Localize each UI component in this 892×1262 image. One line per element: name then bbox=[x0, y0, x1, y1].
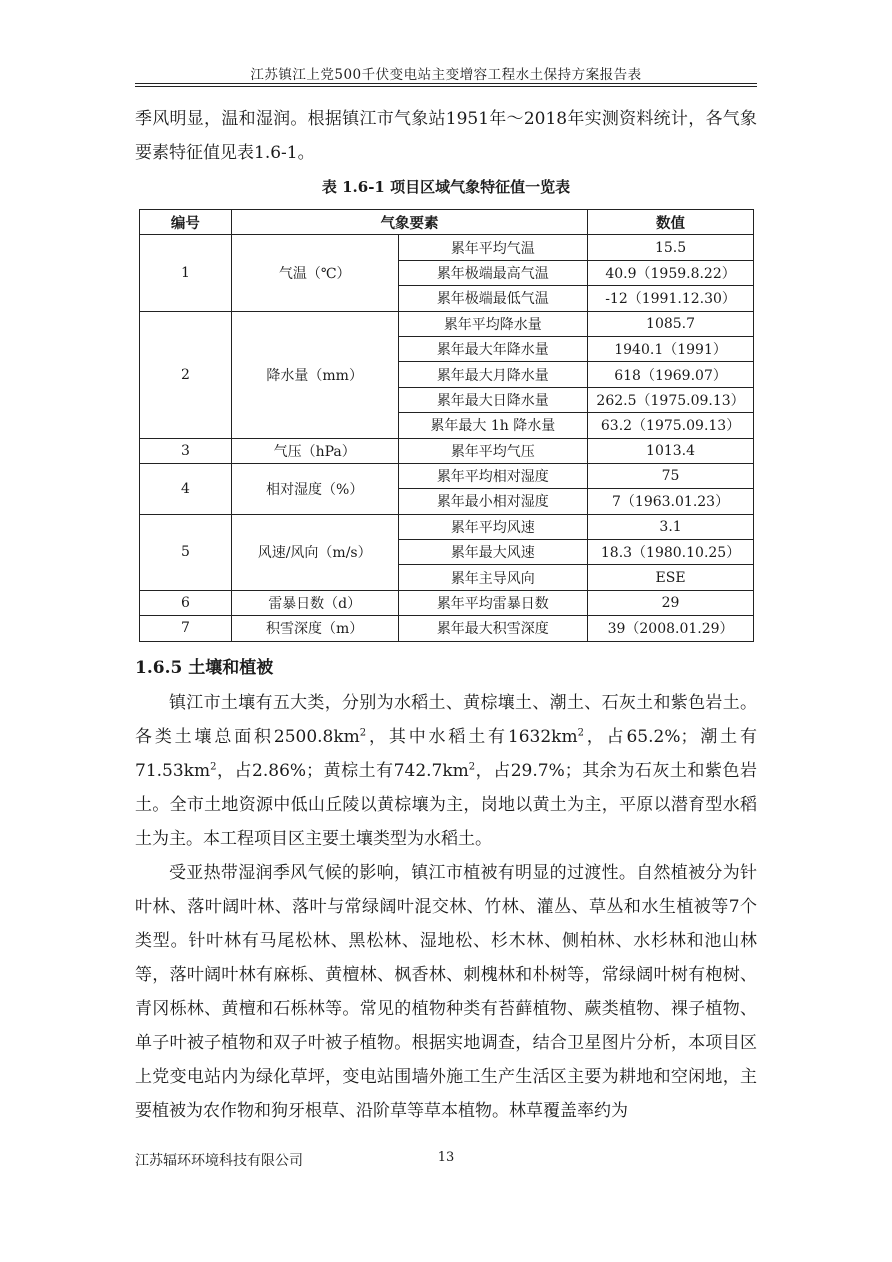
cell-value: 39（2008.01.29） bbox=[588, 616, 754, 641]
cell-value: 75 bbox=[588, 463, 754, 488]
table-row bbox=[140, 590, 754, 615]
soil-paragraph bbox=[135, 686, 757, 856]
superscript-2: 2 bbox=[577, 727, 584, 739]
header-rule bbox=[135, 83, 757, 84]
cell-element-item: 累年最大 1h 降水量 bbox=[398, 413, 588, 438]
cell-value: ESE bbox=[588, 565, 754, 590]
cell-element-item: 累年最大积雪深度 bbox=[398, 616, 588, 641]
footer-company: 江苏辐环环境科技有限公司 bbox=[135, 1153, 303, 1169]
soil-text-1: 镇江市土壤有五大类，分别为水稻土、黄棕壤土、潮土、石灰土和紫色岩土。各类土壤总面积2500.8km bbox=[135, 693, 757, 747]
cell-element-item: 累年极端最高气温 bbox=[398, 260, 588, 285]
cell-element-item: 累年平均相对湿度 bbox=[398, 463, 588, 488]
cell-value: 29 bbox=[588, 590, 754, 615]
cell-element-item: 累年最大风速 bbox=[398, 540, 588, 565]
cell-value: 3.1 bbox=[588, 514, 754, 539]
cell-value: 40.9（1959.8.22） bbox=[588, 260, 754, 285]
cell-value: 1085.7 bbox=[588, 311, 754, 336]
section-heading: 1.6.5 土壤和植被 bbox=[135, 658, 274, 678]
cell-element-item: 累年平均气温 bbox=[398, 235, 588, 260]
cell-element-item: 累年最大月降水量 bbox=[398, 362, 588, 387]
cell-number: 7 bbox=[140, 616, 232, 641]
table-header-row bbox=[140, 210, 754, 235]
cell-element-group: 气温（℃） bbox=[231, 235, 398, 311]
superscript-2: 2 bbox=[468, 761, 476, 773]
cell-number: 5 bbox=[140, 514, 232, 590]
cell-element-item: 累年平均雷暴日数 bbox=[398, 590, 588, 615]
page-header-title: 江苏镇江上党500千伏变电站主变增容工程水土保持方案报告表 bbox=[250, 67, 642, 83]
cell-value: 18.3（1980.10.25） bbox=[588, 540, 754, 565]
cell-element-item: 累年平均气压 bbox=[398, 438, 588, 463]
cell-element-item: 累年最大年降水量 bbox=[398, 336, 588, 361]
header-element: 气象要素 bbox=[231, 210, 587, 235]
cell-value: 15.5 bbox=[588, 235, 754, 260]
cell-element-item: 累年最小相对湿度 bbox=[398, 489, 588, 514]
cell-value: -12（1991.12.30） bbox=[588, 286, 754, 311]
cell-value: 63.2（1975.09.13） bbox=[588, 413, 754, 438]
soil-text-5: ，占29.7%；其余为石灰土和紫色岩土。全市土地资源中低山丘陵以黄棕壤为主，岗地以黄土为主，平原以潜育型水稻土为主。本工程项目区主要土壤类型为水稻土。 bbox=[135, 761, 757, 849]
cell-number: 6 bbox=[140, 590, 232, 615]
climate-table bbox=[139, 209, 754, 642]
cell-number: 3 bbox=[140, 438, 232, 463]
cell-element-group: 气压（hPa） bbox=[231, 438, 398, 463]
table-row bbox=[140, 311, 754, 336]
cell-number: 2 bbox=[140, 311, 232, 438]
header-rule-thin bbox=[135, 86, 757, 87]
cell-value: 618（1969.07） bbox=[588, 362, 754, 387]
cell-number: 1 bbox=[140, 235, 232, 311]
soil-text-3: ，占65.2%；潮土有71.53km bbox=[135, 727, 757, 781]
header-no: 编号 bbox=[140, 210, 232, 235]
cell-element-group: 风速/风向（m/s） bbox=[231, 514, 398, 590]
cell-element-item: 累年主导风向 bbox=[398, 565, 588, 590]
superscript-2: 2 bbox=[359, 727, 367, 739]
cell-element-item: 累年平均降水量 bbox=[398, 311, 588, 336]
table-row bbox=[140, 438, 754, 463]
cell-value: 1013.4 bbox=[588, 438, 754, 463]
cell-value: 262.5（1975.09.13） bbox=[588, 387, 754, 412]
cell-element-item: 累年平均风速 bbox=[398, 514, 588, 539]
cell-element-group: 降水量（mm） bbox=[231, 311, 398, 438]
soil-text-4: ，占2.86%；黄棕土有742.7km bbox=[216, 761, 469, 781]
cell-element-group: 雷暴日数（d） bbox=[231, 590, 398, 615]
soil-text-2: ，其中水稻土有1632km bbox=[366, 727, 578, 747]
table-row bbox=[140, 235, 754, 260]
table-caption: 表 1.6-1 项目区域气象特征值一览表 bbox=[321, 178, 571, 196]
cell-element-group: 积雪深度（m） bbox=[231, 616, 398, 641]
page-number: 13 bbox=[437, 1150, 455, 1165]
cell-element-group: 相对湿度（%） bbox=[231, 463, 398, 514]
vegetation-paragraph: 受亚热带湿润季风气候的影响，镇江市植被有明显的过渡性。自然植被分为针叶林、落叶阔叶林、落叶与常绿阔叶混交林、竹林、灌丛、草丛和水生植被等7个类型。针叶林有马尾松林、黑松林、湿地松、杉木林、侧柏林、水杉林和池山林等，落叶阔叶林有麻栎、黄檀林、枫香林、刺槐林和朴树等，常绿阔叶树有枹树、青冈栎林、黄檀和石栎林等。常见的植物种类有苔藓植物、蕨类植物、裸子植物、单子叶被子植物和双子叶被子植物。根据实地调查，结合卫星图片分析，本项目区上党变电站内为绿化草坪，变电站围墙外施工生产生活区主要为耕地和空闲地，主要植被为农作物和狗牙根草、沿阶草等草本植物。林草覆盖率约为 bbox=[135, 863, 757, 1121]
cell-element-item: 累年最大日降水量 bbox=[398, 387, 588, 412]
cell-value: 1940.1（1991） bbox=[588, 336, 754, 361]
table-row bbox=[140, 463, 754, 488]
table-row bbox=[140, 616, 754, 641]
intro-paragraph: 季风明显，温和湿润。根据镇江市气象站1951年～2018年实测资料统计，各气象要素特征值见表1.6-1。 bbox=[135, 109, 757, 163]
table-row bbox=[140, 514, 754, 539]
cell-element-item: 累年极端最低气温 bbox=[398, 286, 588, 311]
cell-value: 7（1963.01.23） bbox=[588, 489, 754, 514]
header-value: 数值 bbox=[588, 210, 754, 235]
superscript-2: 2 bbox=[210, 761, 217, 773]
cell-number: 4 bbox=[140, 463, 232, 514]
